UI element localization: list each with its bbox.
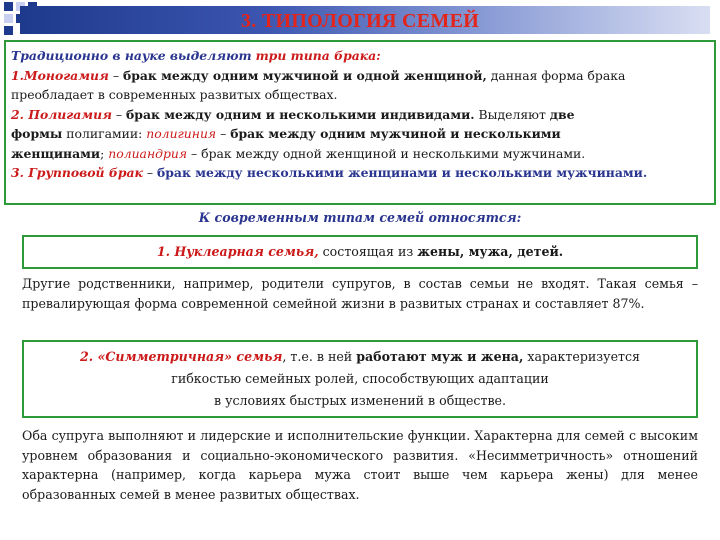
nuclear-family-box [22, 235, 698, 269]
marriage-types-box [4, 40, 716, 205]
symmetric-family-text-1: , т.е. в ней [282, 349, 357, 364]
group-marriage-definition: брак между несколькими женщинами и несколькими мужчинами. [157, 165, 648, 180]
intro-highlight: три типа брака: [255, 48, 381, 63]
modern-types-label: К современным типам семей относятся: [198, 210, 522, 225]
polygamy-forms: формы [11, 126, 63, 141]
group-marriage-line [11, 163, 709, 183]
nuclear-family-text: состоящая из [318, 244, 418, 259]
polyandry-definition: – брак между одной женщиной и несколькими мужчинами. [187, 145, 586, 161]
symmetric-family-paragraph: Оба супруга выполняют и лидерские и исполнительские функции. Характерна для семей с высоким уровнем образования и социально-экономического развития. «Несимметричность» отношений характерна (например, когда карьера мужа стоит выше чем карьера жены) для менее образованных семей в менее развитых обществах. [22, 428, 698, 502]
intro-prefix: Традиционно в науке выделяют [11, 48, 252, 63]
monogamy-line [11, 66, 709, 86]
intro-line [11, 46, 709, 66]
polygamy-line-3 [11, 144, 709, 164]
polygamy-line [11, 105, 709, 125]
nuclear-family-paragraph: Другие родственники, например, родители супругов, в состав семьи не входят. Такая семья – превалирующая форма современной семейной жизни в развитых странах и составляет 87%. [22, 276, 698, 311]
polygyny-women: женщинами [11, 145, 101, 161]
nuclear-family-members: жены, мужа, детей. [417, 244, 564, 259]
polygamy-definition: брак между одним и несколькими индивидами. [126, 106, 475, 122]
group-marriage-label: 3. Групповой брак [11, 165, 143, 180]
polygamy-rest: Выделяют [474, 106, 550, 122]
polyandry-label: полиандрия [108, 145, 188, 161]
monogamy-label: 1.Моногамия [11, 67, 109, 83]
polygamy-line-2 [11, 124, 709, 144]
symmetric-family-bold: работают муж и жена, [356, 349, 524, 364]
symmetric-family-text-2: характеризуется [523, 349, 640, 364]
symmetric-family-label: 2. «Симметричная» семья [79, 349, 283, 364]
monogamy-dash: – [108, 67, 123, 83]
polygamy-dash: – [111, 106, 127, 122]
page-title: 3. ТИПОЛОГИЯ СЕМЕЙ [240, 10, 480, 32]
polygyny-label: полигиния [146, 126, 217, 141]
symmetric-family-line-3: в условиях быстрых изменений в обществе. [213, 393, 507, 408]
polygyny-definition: брак между одним мужчиной и несколькими [230, 126, 561, 141]
monogamy-definition: брак между одним мужчиной и одной женщиной, [122, 67, 487, 83]
nuclear-family-label: 1. Нуклеарная семья, [156, 244, 319, 259]
symmetric-family-line-2: гибкостью семейных ролей, способствующих адаптации [171, 371, 549, 386]
polygyny-dash: – [216, 126, 231, 141]
monogamy-rest: данная форма брака [486, 67, 626, 83]
polygamy-label: 2. Полигамия [11, 106, 112, 122]
group-dash: – [142, 165, 157, 180]
symmetric-family-box [22, 340, 698, 418]
polygamy-two: две [549, 106, 575, 122]
polygamy-forms-text: полигамии: [62, 126, 147, 141]
semicolon: ; [100, 145, 109, 161]
symmetric-family-line-1 [24, 346, 696, 368]
monogamy-line-2: преобладает в современных развитых обществах. [11, 87, 338, 102]
